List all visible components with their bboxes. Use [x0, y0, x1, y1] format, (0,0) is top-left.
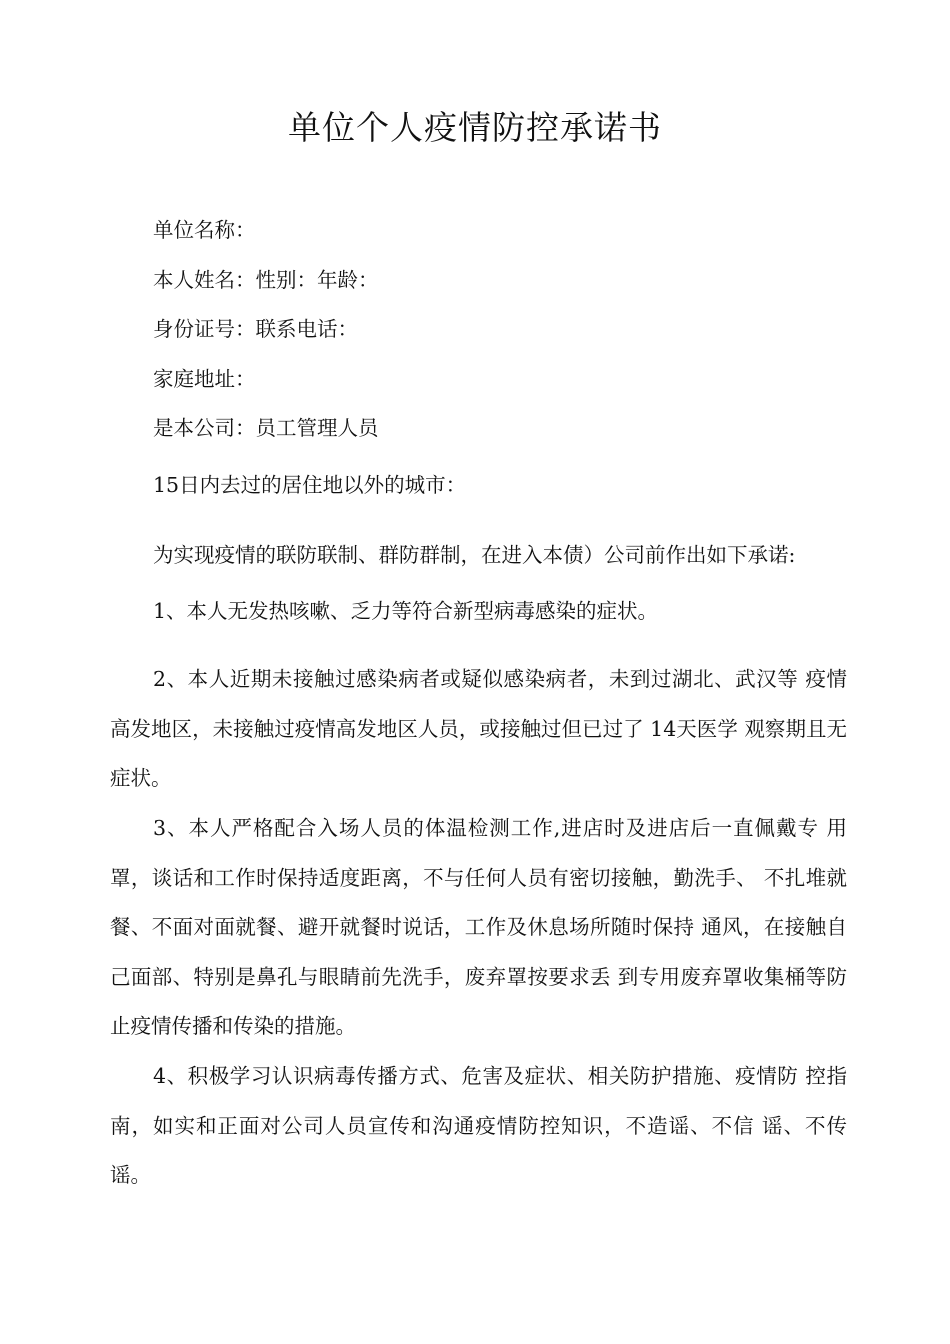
- document-title: 单位个人疫情防控承诺书: [288, 108, 662, 147]
- id-phone-field: 身份证号：联系电话：: [153, 317, 358, 341]
- unit-name-field: 单位名称：: [153, 218, 256, 242]
- intro-statement: 为实现疫情的联防联制、群防群制，在进入本债）公司前作出如下承诺:: [153, 543, 796, 567]
- travel-field: 15日内去过的居住地以外的城市：: [153, 473, 467, 497]
- role-field: 是本公司：员工管理人员: [153, 416, 379, 440]
- address-field: 家庭地址：: [153, 367, 256, 391]
- pledge-item-3: 3、本人严格配合入场人员的体温检测工作,进店时及进店后一直佩戴专 用罩，谈话和工作时保持适度距离，不与任何人员有密切接触，勤洗手、 不扎堆就餐、不面对面就餐、避开就餐时说话，工作及休息场所随时保持 通风，在接触自己面部、特别是鼻孔与眼睛前先洗手，废弃罩按要求丢 到专用废弃罩收集桶等防止疫情传播和传染的措施。: [110, 816, 847, 1038]
- pledge-item-4: 4、积极学习认识病毒传播方式、危害及症状、相关防护措施、疫情防 控指南，如实和正面对公司人员宣传和沟通疫情防控知识，不造谣、不信 谣、不传谣。: [110, 1064, 847, 1187]
- pledge-item-2: 2、本人近期未接触过感染病者或疑似感染病者，未到过湖北、武汉等 疫情高发地区，未接触过疫情高发地区人员，或接触过但已过了 14天医学 观察期且无症状。: [110, 667, 847, 790]
- personal-info-field: 本人姓名：性别：年龄：: [153, 268, 379, 292]
- pledge-item-1: 1、本人无发热咳嗽、乏力等符合新型病毒感染的症状。: [153, 599, 659, 623]
